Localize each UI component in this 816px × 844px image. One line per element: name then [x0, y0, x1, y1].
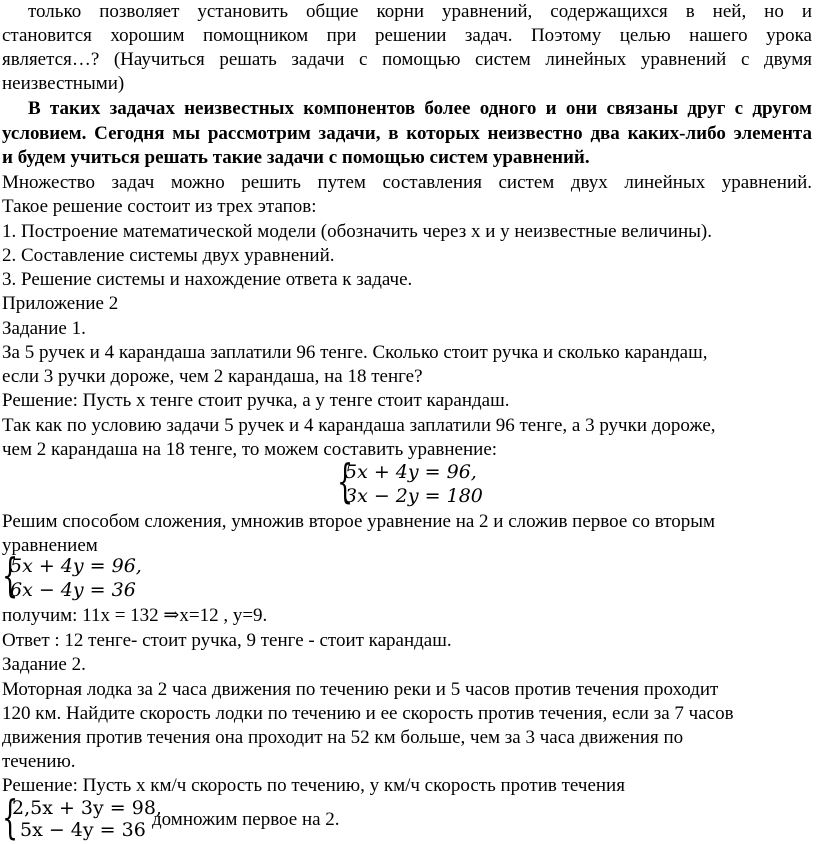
paragraph-1-line-3: является…? (Научиться решать задачи с помощью систем линейных уравнений с двумя [2, 49, 812, 70]
system-2-equation-2: 6𝑥 − 4𝑦 = 36 [10, 579, 136, 601]
task-2-statement-line-2: 120 км. Найдите скорость лодки по течению и ее скорость против течения, если за 7 часов [2, 703, 734, 724]
paragraph-2-line-2: условием. Сегодня мы рассмотрим задачи, в которых неизвестно два каких-либо элемента [2, 123, 812, 144]
equation-system-3 [2, 790, 162, 844]
task-2-title: Задание 2. [2, 654, 86, 675]
step-item: 1. Построение математической модели (обозначить через х и у неизвестные величины). [2, 221, 712, 242]
task-1-method-line-1: Решим способом сложения, умножив второе уравнение на 2 и сложив первое со вторым [2, 511, 716, 532]
paragraph-1-line-1: только позволяет установить общие корни уравнений, содержащихся в ней, но и [28, 1, 812, 22]
system-2-equation-1: 5𝑥 + 4𝑦 = 96, [10, 555, 142, 577]
brace-icon: { [337, 454, 354, 508]
task-2-statement-line-3: движения против течения она проходит на 52 км больше, чем за 3 часа движения по [2, 727, 684, 748]
task-1-title: Задание 1. [2, 318, 86, 339]
brace-icon: { [2, 790, 19, 844]
appendix-title: Приложение 2 [2, 293, 119, 314]
paragraph-3-line-1: Множество задач можно решить путем составления систем двух линейных уравнений. [2, 172, 812, 193]
paragraph-1-line-4: неизвестными) [2, 73, 125, 94]
task-1-method-line-2: уравнением [2, 535, 98, 556]
task-1-result: получим: 11х = 132 ⇒х=12 , у=9. [2, 605, 268, 626]
paragraph-1-line-2: становится хорошим помощником при решении задач. Поэтому целью нашего урока [2, 25, 812, 46]
brace-icon: { [2, 548, 19, 602]
system-3-equation-2: 5x − 4y = 36 [20, 819, 146, 841]
system-1-equation-2: 3𝑥 − 2𝑦 = 180 [345, 485, 483, 507]
paragraph-2-line-1: В таких задачах неизвестных компонентов более одного и они связаны друг с другом [28, 98, 812, 119]
task-1-answer: Ответ : 12 тенге- стоит ручка, 9 тенге - стоит карандаш. [2, 630, 452, 651]
task-1-solution-intro: Решение: Пусть х тенге стоит ручка, а у тенге стоит карандаш. [2, 390, 510, 411]
system-3-equation-1: 2,5x + 3y = 98, [12, 797, 162, 819]
task-1-reasoning-line-2: чем 2 карандаша на 18 тенге, то можем составить уравнение: [2, 439, 498, 460]
equation-system-1 [337, 454, 497, 510]
step-item: 3. Решение системы и нахождение ответа к задаче. [2, 269, 413, 290]
task-2-statement-line-1: Моторная лодка за 2 часа движения по течению реки и 5 часов против течения проходит [2, 679, 719, 700]
paragraph-2-line-3: и будем учиться решать такие задачи с помощью систем уравнений. [2, 147, 590, 168]
task-1-statement-line-2: если 3 ручки дороже, чем 2 карандаша, на 18 тенге? [2, 366, 423, 387]
equation-system-2 [2, 548, 162, 604]
task-2-solution-intro: Решение: Пусть х км/ч скорость по течению, у км/ч скорость против течения [2, 775, 625, 796]
step-item: 2. Составление системы двух уравнений. [2, 245, 335, 266]
task-1-statement-line-1: За 5 ручек и 4 карандаша заплатили 96 тенге. Сколько стоит ручка и сколько карандаш, [2, 342, 708, 363]
task-1-reasoning-line-1: Так как по условию задачи 5 ручек и 4 карандаша заплатили 96 тенге, а 3 ручки дороже, [2, 415, 716, 436]
task-2-statement-line-4: течению. [2, 751, 76, 772]
paragraph-3-line-2: Такое решение состоит из трех этапов: [2, 196, 317, 217]
system-1-equation-1: 5𝑥 + 4𝑦 = 96, [345, 461, 477, 483]
task-2-system-note: домножим первое на 2. [152, 809, 340, 830]
